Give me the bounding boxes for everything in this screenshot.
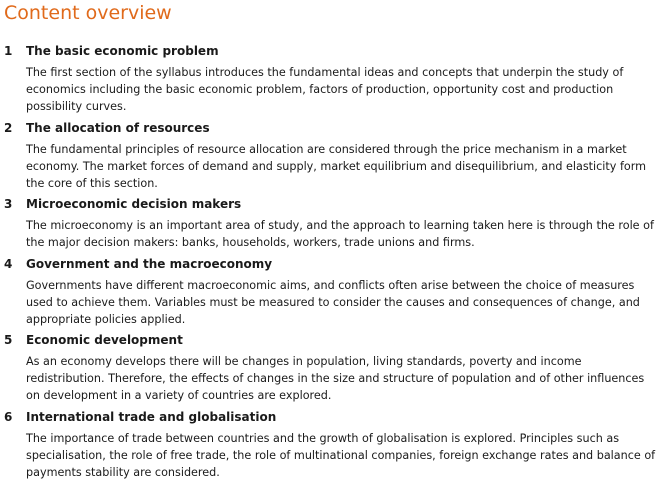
section-title: The basic economic problem [26, 44, 219, 58]
section-heading [0, 408, 669, 426]
section-title: Economic development [26, 333, 183, 347]
section-body: As an economy develops there will be changes in population, living standards, poverty and income redistribution. Therefore, the effects of changes in the size and structure of population and of other influences on development in a variety of countries are explored. [26, 355, 645, 402]
section-body: The first section of the syllabus introduces the fundamental ideas and concepts that underpin the study of economics including the basic economic problem, factors of production, opportunity cost and production possibility curves. [26, 66, 624, 113]
section-heading [0, 331, 669, 349]
section-microeconomic-decision-makers [0, 195, 669, 251]
section-heading [0, 119, 669, 137]
section-title: The allocation of resources [26, 121, 210, 135]
section-government-and-macroeconomy [0, 255, 669, 328]
section-basic-economic-problem [0, 42, 669, 115]
section-number: 2 [4, 121, 13, 135]
section-title: Government and the macroeconomy [26, 257, 273, 271]
section-body: The microeconomy is an important area of study, and the approach to learning taken here is through the role of the major decision makers: banks, households, workers, trade unions and firms. [26, 219, 654, 249]
section-heading [0, 255, 669, 273]
section-number: 4 [4, 257, 13, 271]
section-number: 1 [4, 44, 13, 58]
section-number: 3 [4, 197, 13, 211]
section-title: International trade and globalisation [26, 410, 277, 424]
section-heading [0, 195, 669, 213]
section-heading [0, 42, 669, 60]
section-title: Microeconomic decision makers [26, 197, 242, 211]
section-international-trade [0, 408, 669, 481]
section-number: 5 [4, 333, 13, 347]
section-number: 6 [4, 410, 13, 424]
section-allocation-of-resources [0, 119, 669, 192]
section-economic-development [0, 331, 669, 404]
section-body: The fundamental principles of resource allocation are considered through the price mechanism in a market economy. The market forces of demand and supply, market equilibrium and disequilibrium, and elasticity form the core of this section. [26, 143, 647, 190]
section-body: The importance of trade between countries and the growth of globalisation is explored. Principles such as specialisation, the role of free trade, the role of multinational companies, foreign exchange rates and balance of payments stability are considered. [26, 432, 656, 479]
page-title: Content overview [4, 2, 172, 24]
section-body: Governments have different macroeconomic aims, and conflicts often arise between the choice of measures used to achieve them. Variables must be measured to consider the causes and consequences of change, and appropriate policies applied. [26, 279, 640, 326]
